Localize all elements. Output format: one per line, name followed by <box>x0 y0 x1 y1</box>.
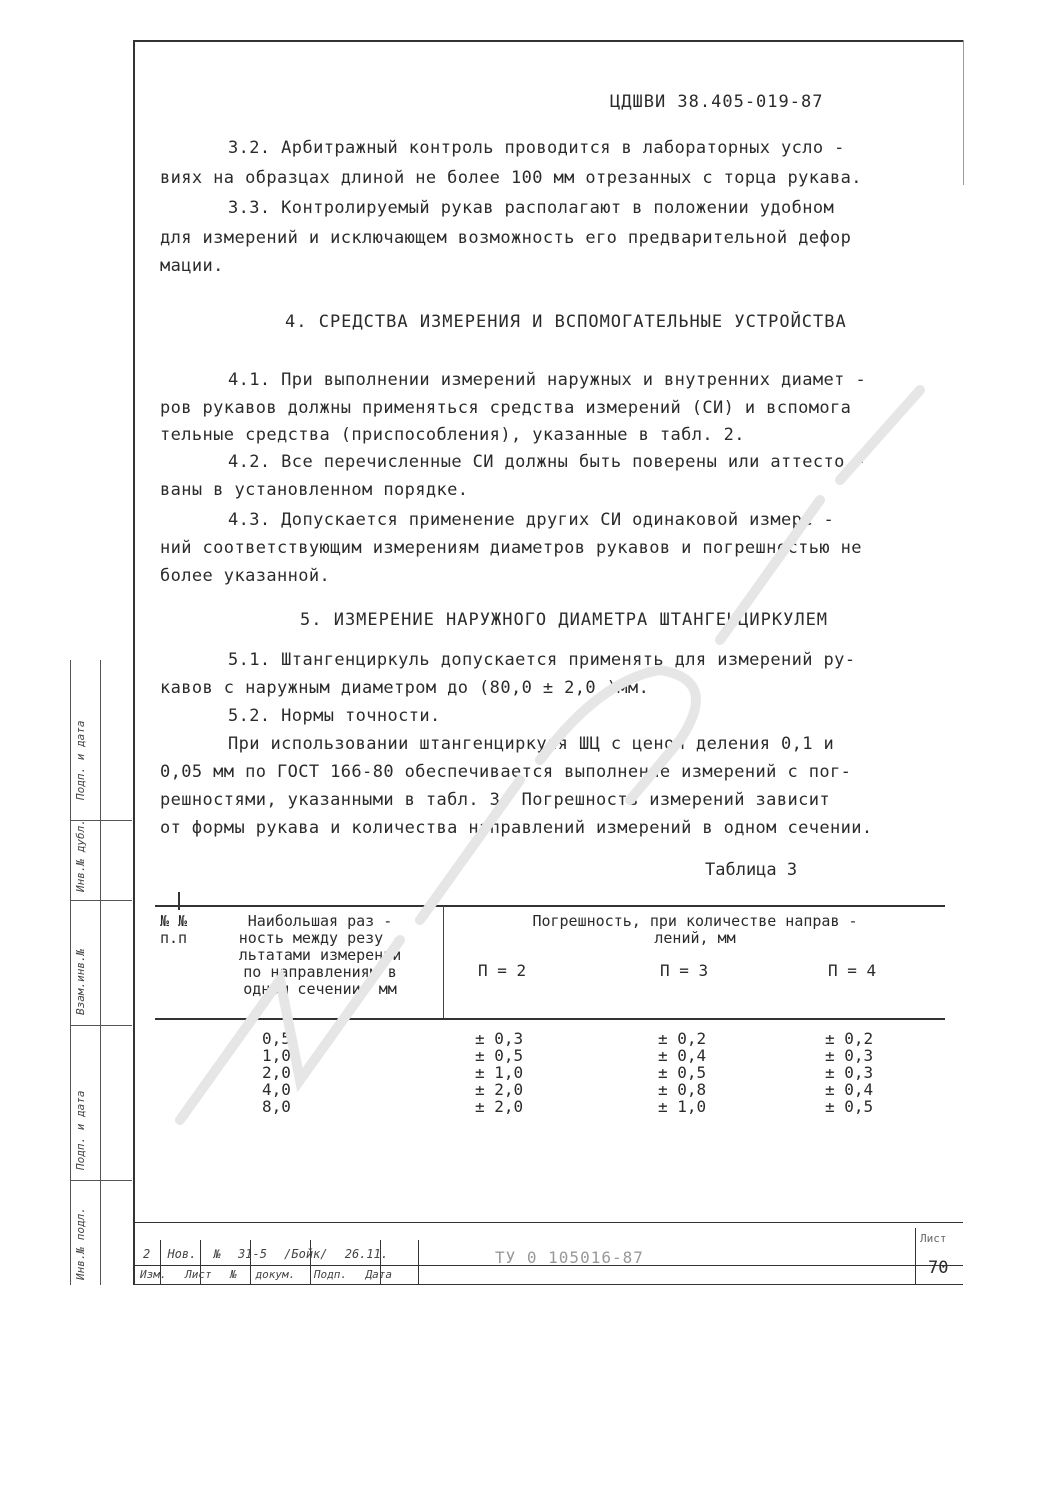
table-header-error: Погрешность, при количестве направ - лений, мм <box>532 912 858 947</box>
side-strip-inner-line <box>100 660 101 1285</box>
frame-top-border <box>133 40 963 42</box>
side-strip-outer-line <box>70 660 71 1285</box>
frame-right-border <box>963 40 964 185</box>
paragraph-5-1-line-1: 5.1. Штангенциркуль допускается применять для измерений ру- <box>228 650 856 670</box>
paragraph-4-3-line-3: более указанной. <box>160 566 331 586</box>
stamp-change-row: 2 Нов. № 31-5 /Бойк/ 26.11. <box>143 1247 389 1261</box>
table-divider-vertical <box>443 905 444 1018</box>
side-strip-divider-4 <box>70 1180 132 1181</box>
table-column-difference-values: 0,5 1,0 2,0 4,0 8,0 <box>262 1029 291 1116</box>
paragraph-3-3-line-3: мации. <box>160 256 224 276</box>
table-caption: Таблица 3 <box>705 860 798 880</box>
paragraph-5-2a-line-3: решностями, указанными в табл. 3. Погрешность измерений зависит <box>160 790 830 810</box>
table-top-rule <box>155 905 945 907</box>
side-strip-divider-2 <box>70 900 132 901</box>
stamp-document-code: ТУ 0 105016-87 <box>495 1248 644 1267</box>
paragraph-5-2a-line-2: 0,05 мм по ГОСТ 166-80 обеспечивается выполнение измерений с пог- <box>160 762 852 782</box>
table-header-difference: Наибольшая раз - ность между резу - льтатами измерений по направлениям в одном сечении, мм <box>238 912 402 998</box>
paragraph-4-1-line-3: тельные средства (приспособления), указанные в табл. 2. <box>160 425 745 445</box>
side-stamp-replacement-inventory: Взам.инв.№ <box>74 948 87 1015</box>
paragraph-4-1-line-2: ров рукавов должны применяться средства измерений (СИ) и вспомога <box>160 398 852 418</box>
stamp-labels-row: Изм. Лист № докум. Подп. Дата <box>140 1268 393 1281</box>
paragraph-3-3-line-1: 3.3. Контролируемый рукав располагают в положении удобном <box>228 198 835 218</box>
stamp-bottom-line <box>133 1284 963 1285</box>
frame-left-border <box>133 40 135 1285</box>
table-header-number: № № п.п <box>160 912 188 947</box>
table-tick-mark <box>178 892 180 910</box>
paragraph-5-1-line-2: кавов с наружным диаметром до (80,0 ± 2,0 )мм. <box>160 678 650 698</box>
table-subheader-n2: П = 2 <box>478 961 527 980</box>
paragraph-5-2a-line-1: При использовании штангенциркуля ШЦ с ценой деления 0,1 и <box>228 734 835 754</box>
paragraph-3-2-line-1: 3.2. Арбитражный контроль проводится в лабораторных усло - <box>228 138 845 158</box>
table-subheader-n3: П = 3 <box>660 961 709 980</box>
table-column-n2-values: ± 0,3 ± 0,5 ± 1,0 ± 2,0 ± 2,0 <box>475 1029 524 1116</box>
stamp-top-line <box>133 1222 963 1223</box>
section-4-heading: 4. СРЕДСТВА ИЗМЕРЕНИЯ И ВСПОМОГАТЕЛЬНЫЕ УСТРОЙСТВА <box>285 312 847 332</box>
side-stamp-signature-date-2: Подп. и дата <box>74 1090 87 1170</box>
side-strip-divider-3 <box>70 1025 132 1026</box>
paragraph-4-3-line-2: ний соответствующим измерениям диаметров рукавов и погрешностью не <box>160 538 862 558</box>
table-header-bottom-rule <box>155 1018 945 1020</box>
paragraph-4-1-line-1: 4.1. При выполнении измерений наружных и внутренних диамет - <box>228 370 867 390</box>
table-column-n3-values: ± 0,2 ± 0,4 ± 0,5 ± 0,8 ± 1,0 <box>658 1029 707 1116</box>
paragraph-4-3-line-1: 4.3. Допускается применение других СИ одинаковой измере - <box>228 510 835 530</box>
stamp-col-divider-6 <box>418 1240 419 1284</box>
page-number: 70 <box>928 1258 949 1278</box>
table-column-n4-values: ± 0,2 ± 0,3 ± 0,3 ± 0,4 ± 0,5 <box>825 1029 874 1116</box>
document-code: ЦДШВИ 38.405-019-87 <box>610 92 824 112</box>
paragraph-5-2a-line-4: от формы рукава и количества направлений измерений в одном сечении. <box>160 818 873 838</box>
paragraph-4-2-line-2: ваны в установленном порядке. <box>160 480 469 500</box>
section-5-heading: 5. ИЗМЕРЕНИЕ НАРУЖНОГО ДИАМЕТРА ШТАНГЕНЦИРКУЛЕМ <box>300 610 829 630</box>
page-sheet-label: Лист <box>920 1232 947 1245</box>
table-subheader-n4: П = 4 <box>828 961 877 980</box>
paragraph-5-2: 5.2. Нормы точности. <box>228 706 441 726</box>
side-stamp-signature-date-1: Подп. и дата <box>74 720 87 800</box>
side-stamp-original-inventory: Инв.№ подл. <box>74 1207 87 1280</box>
paragraph-3-2-line-2: виях на образцах длиной не более 100 мм отрезанных с торца рукава. <box>160 168 862 188</box>
side-stamp-duplicate-inventory: Инв.№ дубл. <box>74 819 87 892</box>
paragraph-3-3-line-2: для измерений и исключающем возможность его предварительной дефор <box>160 228 852 248</box>
paragraph-4-2-line-1: 4.2. Все перечисленные СИ должны быть поверены или аттесто - <box>228 452 867 472</box>
